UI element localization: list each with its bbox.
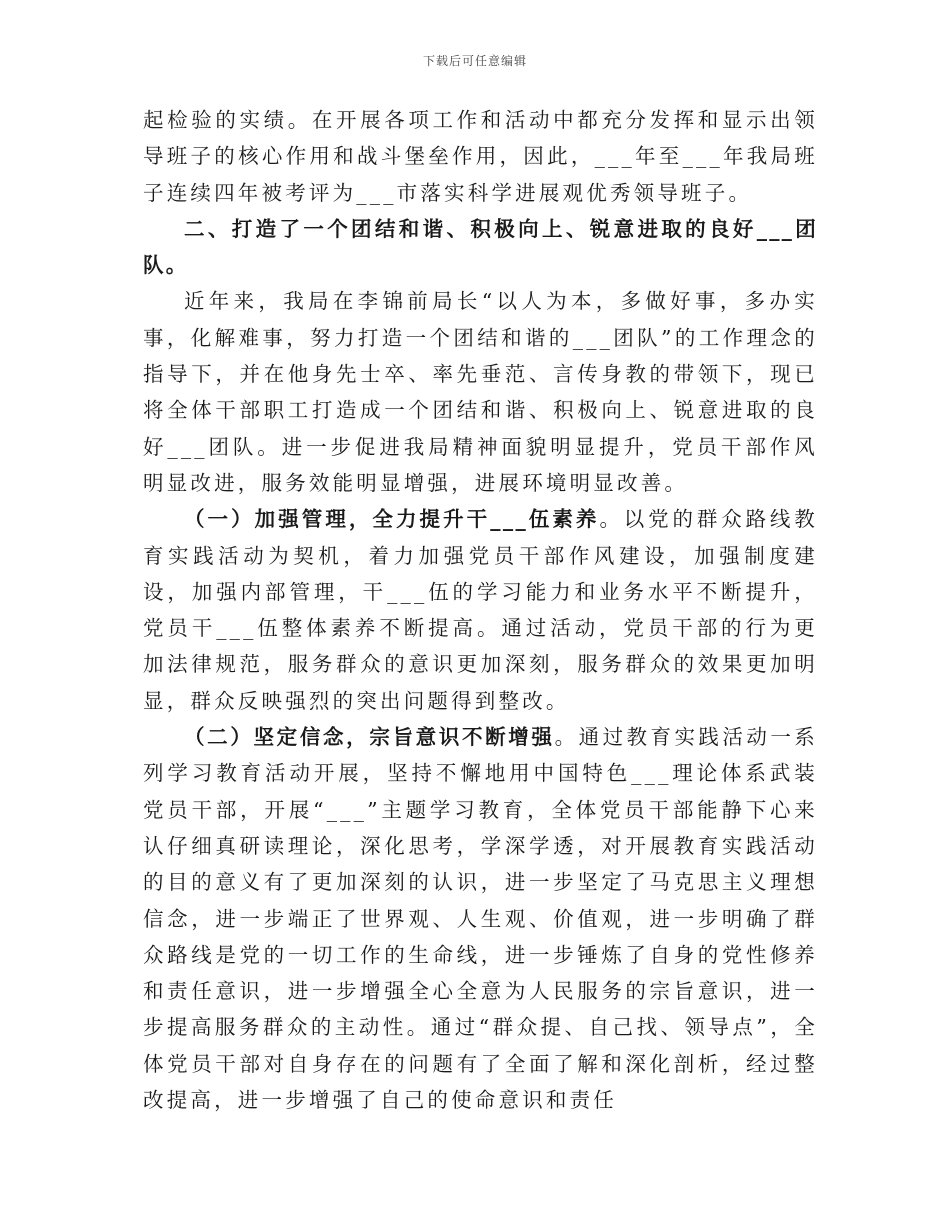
page-header: 下载后可任意编辑 [422,54,527,68]
subsection-heading: （二）坚定信念，宗旨意识不断增强 [184,725,555,750]
paragraph-text: 。通过教育实践活动一系列学习教育活动开展，坚持不懈地用中国特色___理论体系武装党员干部，开展“___”主题学习教育，全体党员干部能静下心来认仔细真研读理论，深化思考，学深学透，对开展教育实践活动的目的意义有了更加深刻的认识，进一步坚定了马克思主义理想信念，进一步端正了世界观、人生观、价值观，进一步明确了群众路线是党的一切工作的生命线，进一步锤炼了自身的党性修养和责任意识，进一步增强全心全意为人民服务的宗旨意识，进一步提高服务群众的主动性。通过“群众提、自己找、领导点”，全体党员干部对自身存在的问题有了全面了解和深化剖析，经过整改提高，进一步增强了自己的使命意识和责任 [143,725,818,1113]
paragraph-subsection-1 [143,501,818,719]
paragraph-continuation [143,102,818,211]
paragraph-text: 。以党的群众路线教育实践活动为契机，着力加强党员干部作风建设，加强制度建设，加强内部管理，干___伍的学习能力和业务水平不断提升，党员干___伍整体素养不断提高。通过活动，党员干部的行为更加法律规范，服务群众的意识更加深刻，服务群众的效果更加明显，群众反映强烈的突出问题得到整改。 [143,507,818,713]
document-body [143,102,818,1118]
paragraph-text: 起检验的实绩。在开展各项工作和活动中都充分发挥和显示出领导班子的核心作用和战斗堡垒作用，因此，___年至___年我局班子连续四年被考评为___市落实科学进展观优秀领导班子。 [143,108,818,205]
section-heading [143,211,818,284]
paragraph-text: 近年来，我局在李锦前局长“以人为本，多做好事，多办实事，化解难事，努力打造一个团结和谐的___团队”的工作理念的指导下，并在他身先士卒、率先垂范、言传身教的带领下，现已将全体干部职工打造成一个团结和谐、积极向上、锐意进取的良好___团队。进一步促进我局精神面貌明显提升，党员干部作风明显改进，服务效能明显增强，进展环境明显改善。 [143,289,818,495]
paragraph-subsection-2 [143,719,818,1118]
paragraph-intro [143,283,818,501]
heading-text: 二、打造了一个团结和谐、积极向上、锐意进取的良好___团队。 [143,216,818,278]
subsection-heading: （一）加强管理，全力提升干___伍素养 [184,507,600,532]
